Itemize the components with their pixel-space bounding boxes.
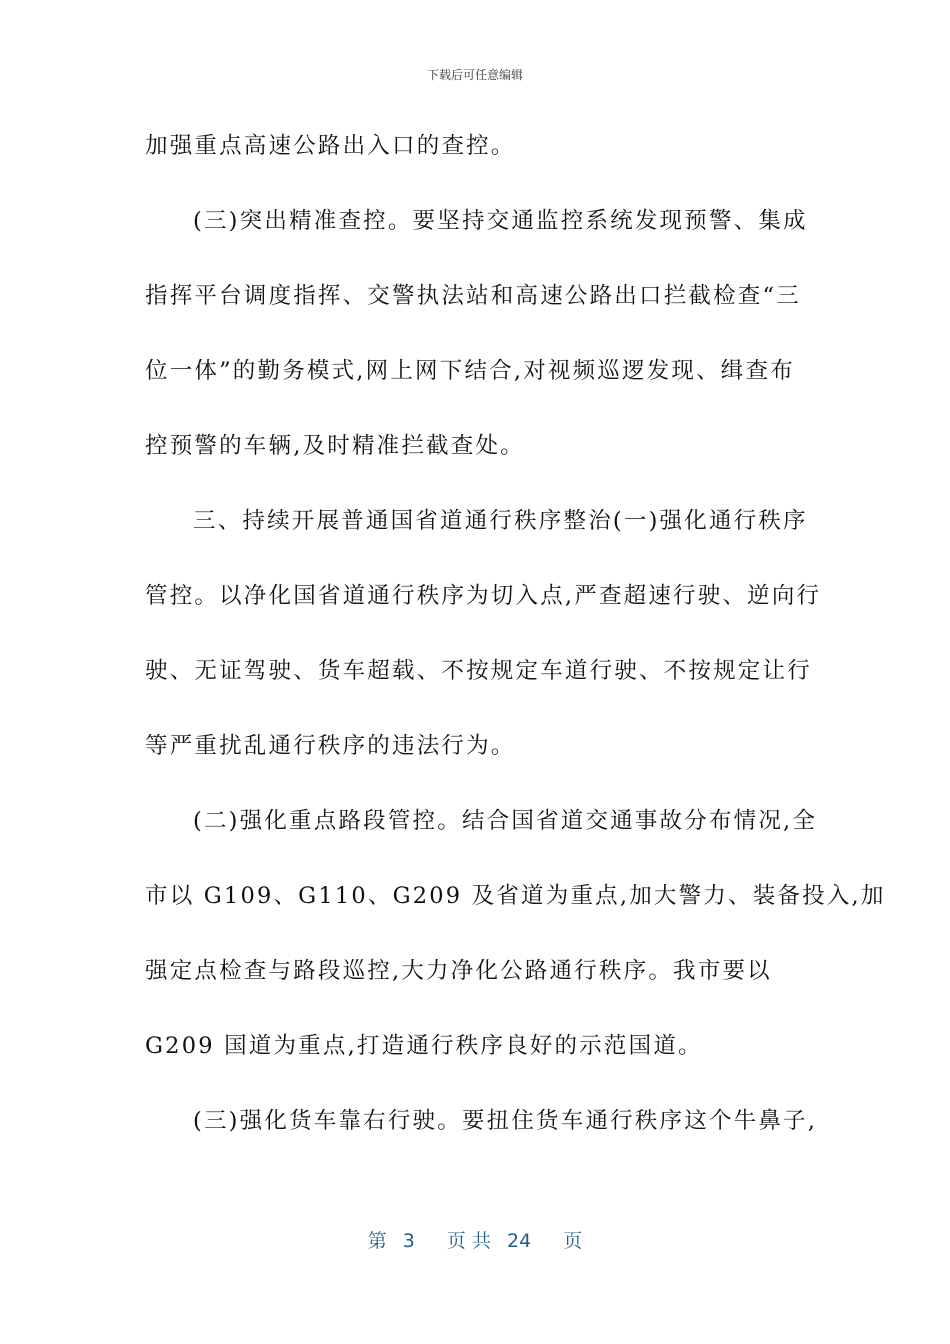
page-header: 下载后可任意编辑 — [426, 68, 523, 82]
body-line: 强定点检查与路段巡控,大力净化公路通行秩序。我市要以 — [145, 958, 772, 984]
footer-current-page: 3 — [402, 1230, 415, 1252]
body-line: 等严重扰乱通行秩序的违法行为。 — [145, 733, 516, 759]
footer-middle: 页 共 — [446, 1230, 491, 1252]
body-line: 控预警的车辆,及时精准拦截查处。 — [145, 433, 525, 459]
body-line: 三、持续开展普通国省道通行秩序整治(一)强化通行秩序 — [193, 508, 808, 534]
body-line: (二)强化重点路段管控。结合国省道交通事故分布情况,全 — [193, 808, 818, 834]
body-line: 管控。以净化国省道通行秩序为切入点,严查超速行驶、逆向行 — [145, 583, 822, 609]
page-footer — [0, 1226, 950, 1253]
body-line: G209 国道为重点,打造通行秩序良好的示范国道。 — [145, 1033, 703, 1059]
footer-prefix: 第 — [367, 1230, 387, 1252]
body-line: 加强重点高速公路出入口的查控。 — [145, 133, 516, 159]
body-line: 驶、无证驾驶、货车超载、不按规定车道行驶、不按规定让行 — [145, 658, 812, 684]
body-line: 位一体”的勤务模式,网上网下结合,对视频巡逻发现、缉查布 — [145, 358, 795, 384]
body-line: (三)强化货车靠右行驶。要扭住货车通行秩序这个牛鼻子, — [193, 1108, 818, 1134]
body-line: 指挥平台调度指挥、交警执法站和高速公路出口拦截检查“三 — [145, 283, 801, 309]
body-line: 市以 G109、G110、G209 及省道为重点,加大警力、装备投入,加 — [145, 883, 886, 909]
document-body — [145, 128, 886, 1178]
footer-total-pages: 24 — [507, 1230, 532, 1252]
body-line: (三)突出精准查控。要坚持交通监控系统发现预警、集成 — [193, 208, 808, 234]
footer-suffix: 页 — [563, 1230, 583, 1252]
